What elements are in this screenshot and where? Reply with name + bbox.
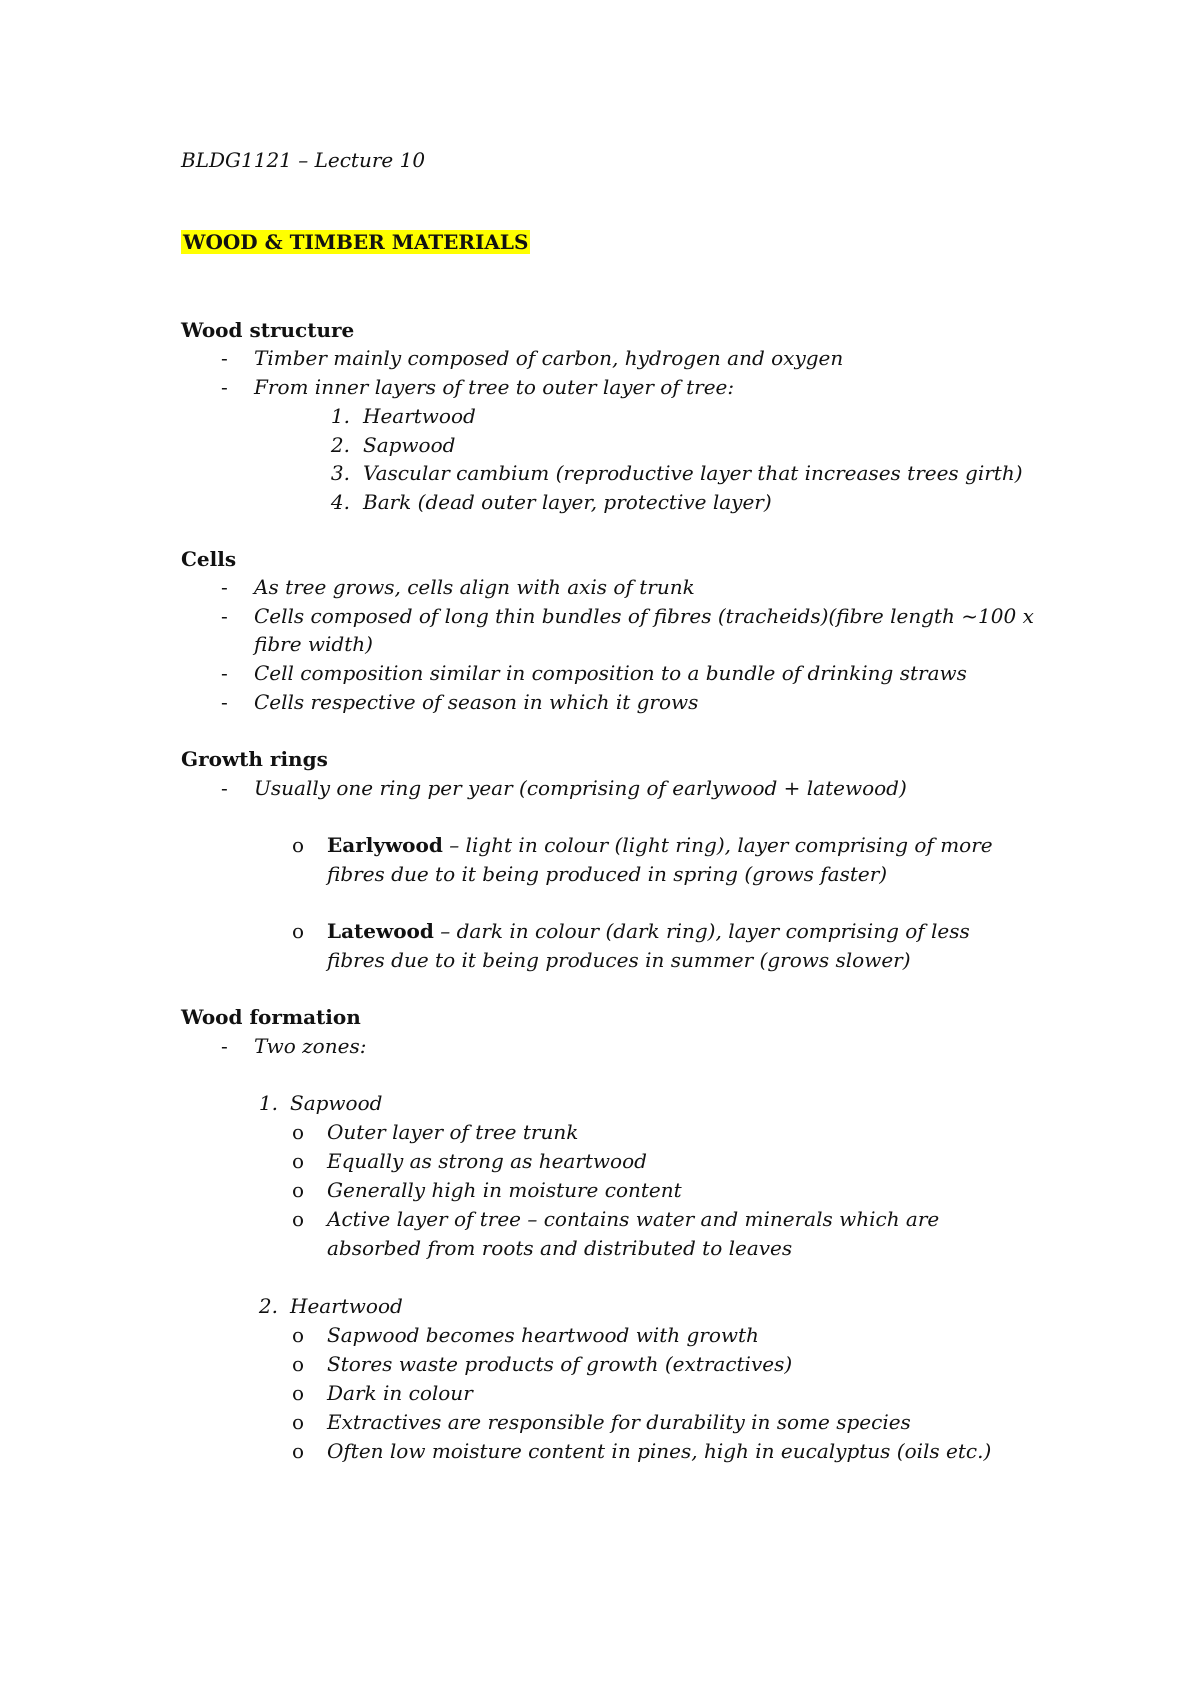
section-heading-cells: Cells	[181, 547, 237, 571]
section-heading-growth-rings: Growth rings	[181, 747, 328, 771]
term-earlywood: Earlywood	[327, 833, 443, 857]
section-heading-wood-formation: Wood formation	[181, 1005, 361, 1029]
section-heading-wood-structure: Wood structure	[181, 318, 355, 342]
list-item-continuation: fibres due to it being produced in spring (grows faster)	[327, 862, 888, 886]
list-item-continuation: fibres due to it being produces in summer (grows slower)	[327, 948, 911, 972]
document-page: BLDG1121 – Lecture 10 WOOD & TIMBER MATERIALS Wood structure - Timber mainly composed of carbon, hydrogen and oxygen - From inner layers of tree to outer layer of tree: 1. Heartwood 2. Sapwood 3. Vascular cambium (reproductive layer that increases trees girth) 4. Bark (dead outer layer, protective layer) Cells - As tree grows, cells align with axis of trunk - Cells composed of long thin bundles of fibres (tracheids)(fibre length ~100 x fibre width) - Cell composition similar in composition to a bundle of drinking straws - Cells respective of season in which it grows Growth rings - Usually one ring per year (comprising of earlywood + latewood) o Earlywood – light in colour (light ring), layer comprising of more fibres due to it being produced in spring (grows faster) o Latewood – dark in colour (dark ring), layer comprising of less fibres due to it being produces in summer (grows slower) Wood formation - Two zones: 1. Sapwood o Outer layer of tree trunk o Equally as strong as heartwood o Generally high in moisture content o Active layer of tree – contains water and minerals which are absorbed from roots and distributed to leaves 2. Heartwood o Sapwood becomes heartwood with growth o Stores waste products of growth (extractives) o Dark in colour o Extractives are responsible for durability in some species o Often low moisture content in pines, high in eucalyptus (oils etc.)	[181, 148, 1034, 1463]
course-code: BLDG1121 – Lecture 10	[181, 148, 426, 172]
term-latewood: Latewood	[327, 919, 434, 943]
list-item-continuation: fibre width)	[254, 632, 373, 656]
document-title	[181, 228, 530, 256]
list-item-continuation: absorbed from roots and distributed to leaves	[327, 1236, 793, 1260]
title-highlight: WOOD & TIMBER MATERIALS	[183, 230, 529, 254]
